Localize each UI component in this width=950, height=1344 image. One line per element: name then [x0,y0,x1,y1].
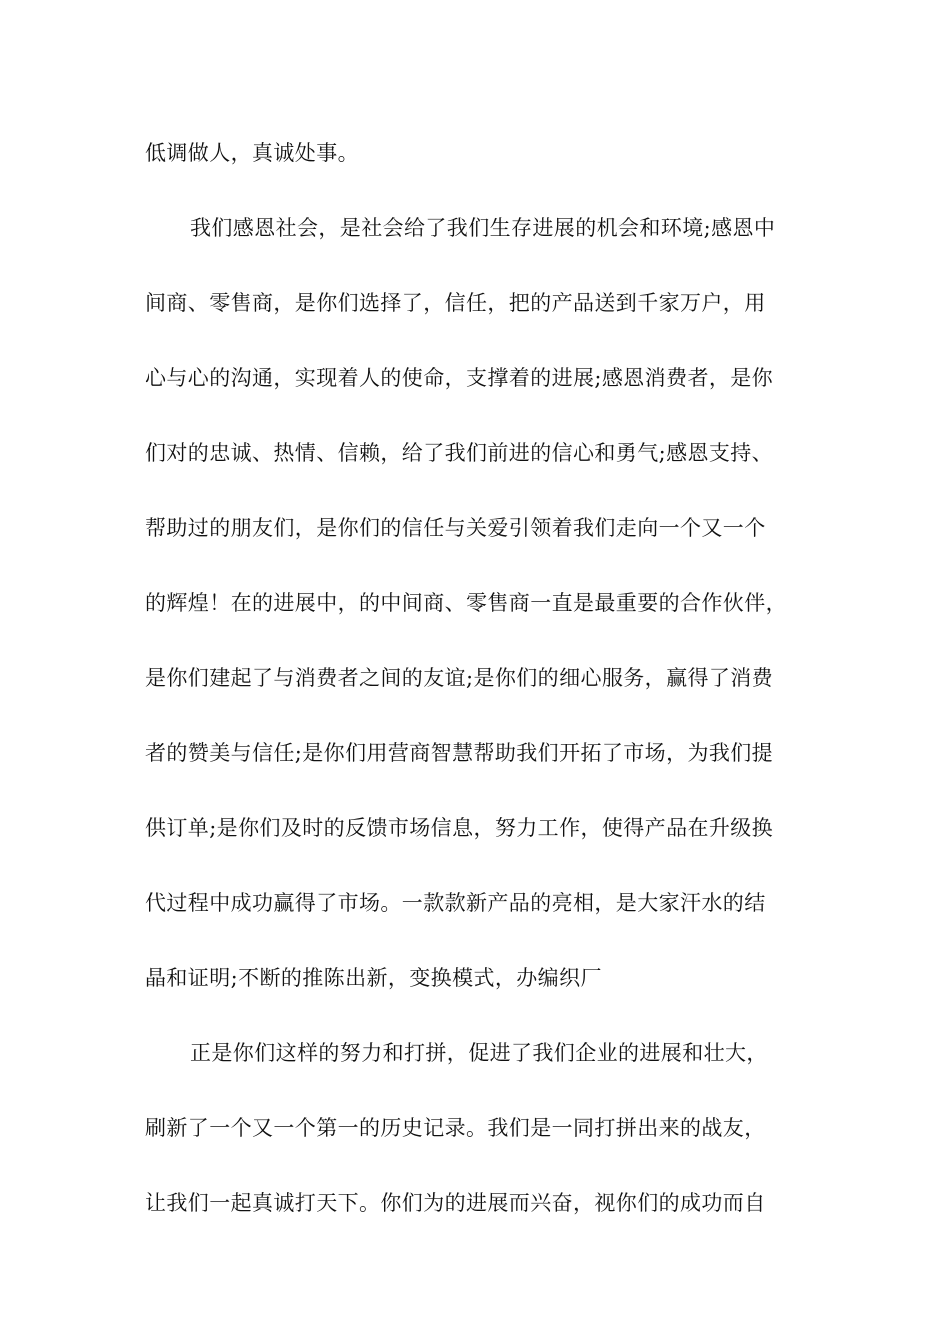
text-line: 晶和证明;不断的推陈出新，变换模式，办编织厂 [145,966,602,990]
text-line: 低调做人，真诚处事。 [145,141,359,165]
text-line: 代过程中成功赢得了市场。一款款新产品的亮相，是大家汗水的结 [145,891,766,915]
text-line: 刷新了一个又一个第一的历史记录。我们是一同打拼出来的战友， [145,1116,766,1140]
document-body [145,131,825,1256]
text-line: 们对的忠诚、热情、信赖，给了我们前进的信心和勇气;感恩支持、 [145,441,774,465]
text-line: 间商、零售商，是你们选择了，信任，把的产品送到千家万户，用 [145,291,766,315]
text-line: 者的赞美与信任;是你们用营商智慧帮助我们开拓了市场，为我们提 [145,741,774,765]
paragraph-start-line: 我们感恩社会，是社会给了我们生存进展的机会和环境;感恩中 [190,216,776,240]
text-line: 的辉煌！在的进展中，的中间商、零售商一直是最重要的合作伙伴， [145,591,787,615]
text-line: 心与心的沟通，实现着人的使命，支撑着的进展;感恩消费者，是你 [145,366,774,390]
text-line: 供订单;是你们及时的反馈市场信息，努力工作，使得产品在升级换 [145,816,774,840]
paragraph-start-line: 正是你们这样的努力和打拼，促进了我们企业的进展和壮大， [190,1041,768,1065]
text-line: 帮助过的朋友们，是你们的信任与关爱引领着我们走向一个又一个 [145,516,766,540]
text-line: 让我们一起真诚打天下。你们为的进展而兴奋，视你们的成功而自 [145,1191,766,1215]
text-line: 是你们建起了与消费者之间的友谊;是你们的细心服务，赢得了消费 [145,666,774,690]
